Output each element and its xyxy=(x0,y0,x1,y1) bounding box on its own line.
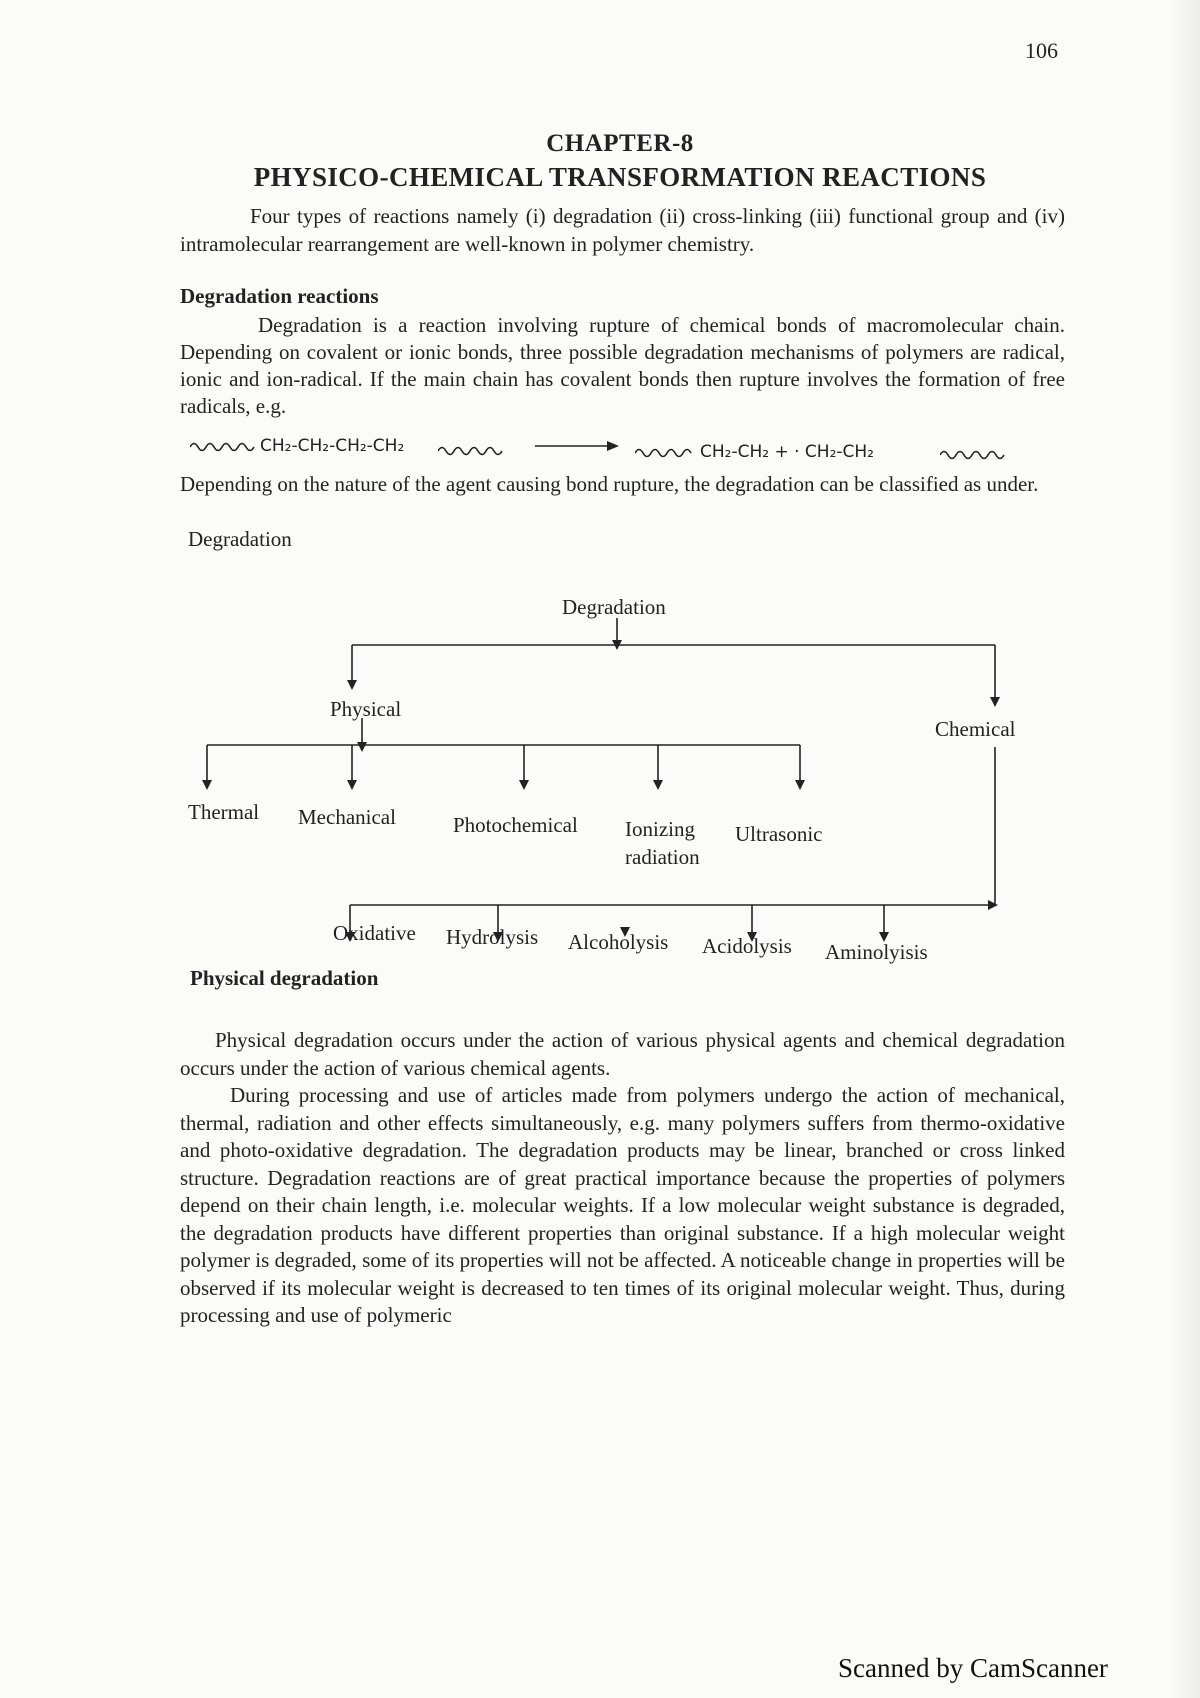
tree-node-chemical: Chemical xyxy=(935,717,1016,741)
tree-leaf-radiation: radiation xyxy=(625,845,700,869)
chapter-heading: CHAPTER-8 xyxy=(546,130,694,157)
tree-node-physical: Physical xyxy=(330,697,402,721)
tree-leaf-photochemical: Photochemical xyxy=(453,813,578,837)
chapter-title: PHYSICO-CHEMICAL TRANSFORMATION REACTIONS xyxy=(253,162,987,192)
physical-degradation-paragraph-1 xyxy=(180,1026,1065,1082)
tree-leaf-mechanical: Mechanical xyxy=(298,805,396,829)
physical-text-1: Physical degradation occurs under the action of various physical agents and chemical degradation occurs under the action of various chemical agents. xyxy=(180,1028,1065,1080)
scanner-watermark: Scanned by CamScanner xyxy=(838,1653,1108,1683)
degradation-reactions-heading: Degradation reactions xyxy=(180,284,379,308)
tree-leaf-acidolysis: Acidolysis xyxy=(702,934,792,958)
tree-leaf-thermal: Thermal xyxy=(188,800,260,824)
classification-text: Depending on the nature of the agent causing bond rupture, the degradation can be classified as under. xyxy=(180,472,1039,496)
tree-leaf-ionizing: Ionizing xyxy=(625,817,695,841)
left-chain-formula: CH₂-CH₂-CH₂-CH₂ xyxy=(260,436,405,456)
right-chain-formula: CH₂-CH₂ + · CH₂-CH₂ xyxy=(700,442,875,462)
page-number: 106 xyxy=(1025,38,1058,63)
tree-leaf-aminolyisis: Aminolyisis xyxy=(825,940,928,964)
physical-text-2: During processing and use of articles made from polymers undergo the action of mechanical, thermal, radiation and other effects simultaneously, e.g. many polymers suffers from thermo-oxidative and photo-oxidative degradation. The degradation products may be linear, branched or cross linked structure. Degradation reactions are of great practical importance because the properties of polymers depend on their chain length, i.e. molecular weights. If a low molecular weight substance is degraded, the degradation products have different properties than original substance. If a high molecular weight polymer is degraded, some of its properties will not be affected. A noticeable change in properties will be observed if its molecular weight is decreased to ten times of its original molecular weight. Thus, during processing and use of polymeric xyxy=(180,1083,1065,1327)
tree-leaf-alcoholysis: Alcoholysis xyxy=(568,930,669,954)
tree-leaf-ultrasonic: Ultrasonic xyxy=(735,822,823,846)
physical-degradation-heading: Physical degradation xyxy=(190,966,379,990)
tree-root-degradation: Degradation xyxy=(562,595,666,619)
tree-leaf-hydrolysis: Hydrolysis xyxy=(446,925,539,949)
degradation-label: Degradation xyxy=(188,527,292,551)
physical-degradation-paragraph-2 xyxy=(180,1082,1065,1330)
tree-leaf-oxidative: Oxidative xyxy=(333,921,416,945)
degradation-text: Degradation is a reaction involving rupture of chemical bonds of macromolecular chain. Depending on covalent or ionic bonds, three possible degradation mechanisms of polymers are radical, ionic and ion-radical. If the main chain has covalent bonds then rupture involves the formation of free radicals, e.g. xyxy=(180,313,1065,418)
intro-text: Four types of reactions namely (i) degradation (ii) cross-linking (iii) functional group and (iv) intramolecular rearrangement are well-known in polymer chemistry. xyxy=(180,204,1065,256)
